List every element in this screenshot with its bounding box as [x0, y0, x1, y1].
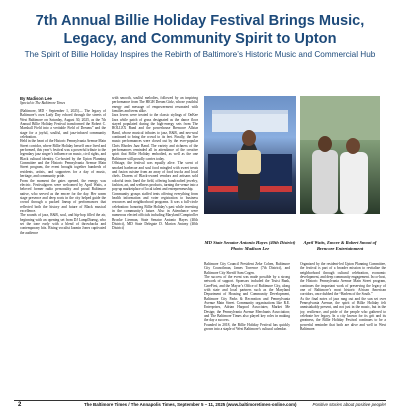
paragraph: Organized by the resident-led Upton Planning Committee, the festival is part of a broader mission to revitalize the neighborhood through cultural celebration, economic development, and deep community engagement. In co-host, the Historic Pennsylvania Avenue Main Street program, continues the important work of preserving the legacy of one of Baltimore’s most historic African American corridors, once dubbed the “Harlem of the South.”	[300, 262, 386, 297]
paragraph: Community groups staffed tents offering everything from health information and voter registration to business resources and neighborhood programs. It was a full-circle celebration: honoring Billie Holiday’s past while investing in the community’s future. Also in Attendance were numerous elected officials including Maryland Comptroller Brooke Lierman, State Senator Antonio Hayes (40th District), MD State Delegate D. Marion Antony (40th District)	[112, 191, 198, 231]
trees-background	[300, 96, 380, 140]
byline: By Madison Lee	[20, 96, 52, 101]
byline-subtitle: Special to The Baltimore Times	[20, 101, 65, 105]
article-column-2	[112, 96, 198, 266]
publication-info: The Baltimore Times / The Annapolis Times, September 5 – 11, 2025 (www.baltimoretimes-online.com)	[84, 402, 297, 407]
photo-emcee-and-guest	[300, 96, 380, 214]
paragraph: The success of the event was made possible by a strong network of support. Sponsors included the Truist Bank, CareFirst, and the Mayor’s Office of Baltimore City, along with state and local partners such as the Maryland Department of Housing and Community Development, Baltimore City Parks & Recreation and Pennsylvania Avenue Main Street. Community organizations like R.E. Enterprises, Adrian Harpool Associates; Market Me Design; the Pennsylvania Avenue Merchants Association; and The Baltimore Times also played key roles in making the day a success.	[204, 275, 290, 323]
photo-caption: MD State Senator Antonio Hayes (40th District) Photo: Madison Lee	[204, 240, 296, 251]
man-head	[346, 138, 360, 154]
paragraph: Baltimore City Council President Zeke Cohen, Baltimore City Councilman, James Torrence (7th District), and Baltimore City Sheriff Sam Cogen.	[204, 262, 290, 275]
page-footer	[14, 402, 386, 410]
footer-divider	[14, 400, 386, 401]
woman-head	[318, 136, 332, 152]
speaker-head	[242, 130, 256, 146]
paragraph: From the moment the gates opened, the energy was electric. Festivalgoers were welcomed by April Watts, a beloved former radio personality and proud Baltimore native, who served as the emcee for the day. Her warm stage presence and deep roots in the city helped guide the crowd through a packed lineup of performances that reflected both the history and future of Black musical excellence.	[20, 178, 106, 213]
paragraph: The sounds of jazz, R&B, soul, and hip-hop filled the air, beginning with an opening set from DJ LampDiaeng, who set the tone early with a blend of throwbacks and contemporary hits. Rising vocalist Jazmin Jones captivated the audience	[20, 213, 106, 235]
paragraph: (Baltimore, MD - September 1, 2025)— The legacy of Baltimore’s own Lady Day echoed through the streets of West Baltimore on Saturday, August 30, 2025, as the 7th Annual Billie Holiday Festival transformed the Robert C. Marshall Field into a veritable Field of Dreams” and the stage for a joyful, soulful, and jazz-infused community celebration.	[20, 109, 106, 140]
paragraph: As the final notes of jazz rang out and the sun set over Pennsylvania Avenue, the spirit of Billie Holiday felt unmistakably present, and not just in the music, but in the joy, resilience, and pride of the people who gathered to celebrate her legacy. In a city known for its grit and its greatness, the Billie Holiday Festival continues to be a powerful reminder that both are alive and well in West Baltimore.	[300, 296, 386, 332]
man-figure	[340, 152, 368, 214]
paragraph: with smooth, soulful melodies, followed by an inspiring performance from The HIGH Dream Girlz, whose youthful energy and message of empowerment resonated with families and teens alike.	[112, 96, 198, 114]
article-column-4	[300, 262, 386, 398]
speaker-shirt	[237, 150, 261, 174]
article-column-1	[20, 96, 106, 396]
woman-figure	[312, 150, 338, 214]
subhead: The Spirit of Billie Holiday Inspires the Rebirth of Baltimore’s Historic Music and Commercial Hub	[24, 50, 376, 59]
paragraph: Jazz lovers were treated to the classic stylings of OnKee Jazz while patch of grass designated as the dance floor stayed populated during the high-energy sets from The ROLLEX Band and the powerhouse Brencore Allstar Band, whose musical tributes to jazz, R&B, and neo-soul continued to bring the crowd to its feet. Finally, the live music performances were closed out by the ever-popular Chris Rhodes Jazz Band. The variety and richness of the performances reminded all in attendance of the creative spirit that Billie Holiday embodied, as well as the one Baltimore still proudly carries today.	[112, 113, 198, 161]
photo-senator-speaking	[204, 96, 296, 214]
photo-caption: April Watts, Emcee & Robert Smoot of Brencore Entertainment	[303, 240, 377, 251]
article-column-3	[204, 262, 290, 398]
tagline: Positive stories about positive people!	[312, 402, 386, 407]
paragraph: Held in the heart of the Historic Pennsylvania Avenue Main Street corridor, where Billie Holiday herself once lived and performed, this year’s festival was a powerful tribute to the legendary jazz singer’s influence on music, civil rights, and Black cultural identity. Co-hosted by the Upton Planning Committee and the Historic Pennsylvania Avenue Main Street program, the event brought together hundreds of residents, artists, and supporters for a day of music, heritage, and community pride.	[20, 139, 106, 179]
paragraph: Offstage, the festival was equally alive. The scent of smoked barbecue and soul food mingled with sweet treats and fusion cuisine from an array of food trucks and local chefs. Dozens of Black-owned vendors and artisans sold colorful tents lined the field, offering handcrafted jewelry, fashion, art, and wellness products, turning the venue into a pop-up marketplace of local talent and entrepreneurship.	[112, 161, 198, 192]
page-number: 2	[18, 402, 22, 408]
paragraph: Founded in 2018, the Billie Holiday Festival has quickly grown into a staple of West Baltimore’s cultural calendar.	[204, 322, 290, 332]
tent-shape	[212, 110, 288, 132]
headline: 7th Annual Billie Holiday Festival Brings Music, Legacy, and Community Spirit to Upton	[35, 13, 365, 47]
